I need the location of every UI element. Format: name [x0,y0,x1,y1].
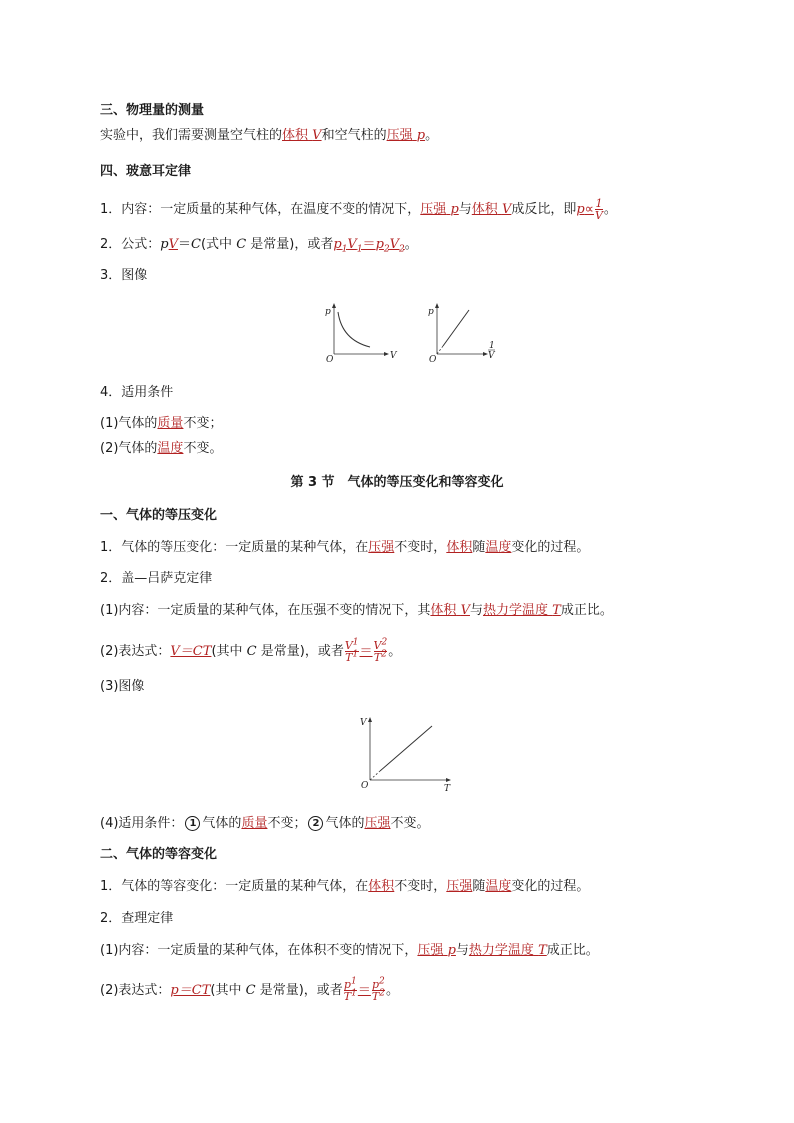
text: 气体的 [202,816,242,831]
boyle-formula-line [100,236,418,254]
text: (2)表达式： [100,983,171,998]
answer-formula: V＝CT [170,644,212,659]
graph-v-t-line [356,712,456,794]
x-axis-label-numerator: 1 [489,341,495,351]
text: 是常量)，或者 [250,237,334,252]
isobaric-image-label: (3)图像 [100,679,145,694]
x-axis-arrow [384,352,389,356]
text: 与 [458,202,472,217]
text: 成反比，即 [511,202,577,217]
text: 随 [472,879,486,894]
var-v: V [347,237,357,252]
var-p: p [333,237,342,252]
text: 不变时， [394,879,447,894]
text: 随 [472,540,486,555]
text: (1)内容：一定质量的某种气体，在体积不变的情况下， [100,943,418,958]
index: 1 [351,988,357,999]
var-p: p [375,237,384,252]
measurement-line [100,127,438,145]
text: 成正比。 [560,603,613,618]
text: 成正比。 [546,943,599,958]
answer-volume: 体积 [368,879,395,894]
charles-content [100,942,599,960]
answer-pressure [417,943,455,958]
hyperbola-curve [338,312,370,347]
dashed-extrapolation [370,771,380,780]
text: 是常量)，或者 [260,644,344,659]
answer-volume: 体积 [446,540,473,555]
var-v: V [460,603,470,618]
x-axis-label: T [444,784,451,794]
fraction-p1-t1 [343,976,357,1003]
numerator: 1 [595,197,603,210]
text: 1．气体的等压变化：一定质量的某种气体，在 [100,540,369,555]
equals: ＝ [359,644,373,659]
answer-text: 体积 [282,128,309,143]
text: (式中 [200,237,233,252]
text: 是常量)，或者 [259,983,343,998]
text: 1．气体的等容变化：一定质量的某种气体，在 [100,879,369,894]
text: 与 [455,943,469,958]
denominator: V [594,209,603,222]
index: 1 [352,649,359,660]
text: 变化的过程。 [511,540,590,555]
text: 气体的 [325,816,365,831]
answer-text: 压强 [417,943,444,958]
equals: ＝ [357,983,371,998]
answer-pressure: 压强 [364,816,391,831]
denominator [344,990,357,1002]
heading-boyle-law: 四、玻意耳定律 [100,164,192,179]
graph-p-inverse-v-line [423,300,507,364]
text: 变化的过程。 [511,879,590,894]
text: (1)气体的 [100,416,158,431]
fraction-one-over-v [595,198,603,221]
subscript: 1 [341,244,348,255]
subscript: 2 [399,244,405,255]
text: 。 [388,644,402,659]
var-v: V [373,639,382,652]
var-v: V [389,237,400,252]
index: 2 [381,637,388,648]
answer-pressure: 压强 [446,879,473,894]
denominator [374,651,388,663]
text: 不变； [183,416,223,431]
subscript: 1 [356,244,363,255]
subscript: 2 [383,244,390,255]
index: 2 [379,988,385,999]
text: (4)适用条件： [100,816,184,831]
answer-thermo-temperature [469,943,547,958]
fraction-v1-t1 [344,637,359,664]
gay-lussac-expression [100,637,402,664]
answer-volume [472,202,512,217]
answer-temperature: 温度 [485,540,512,555]
var-c: C [191,237,201,252]
answer-thermo-temperature [483,603,561,618]
answer-temperature: 温度 [485,879,512,894]
text: 不变； [267,816,307,831]
answer-pressure [387,128,425,143]
answer-pressure [420,202,458,217]
x-axis-label: V [390,351,397,361]
isobaric-conditions [100,815,430,833]
boyle-condition-2 [100,440,222,458]
var-c: C [246,644,257,659]
answer-text: 体积 [430,603,457,618]
index: 1 [350,976,357,987]
text: (2)气体的 [100,441,158,456]
var-v: V [344,639,353,652]
denominator [345,651,359,663]
answer-formula: p＝CT [170,983,211,998]
charles-expression [100,976,399,1003]
isobaric-definition [100,539,589,557]
y-axis-label: p [428,307,434,317]
boyle-conditions-label: 4．适用条件 [100,385,174,400]
gay-lussac-content [100,602,613,620]
dashed-extrapolation [437,346,443,354]
text: 不变。 [390,816,430,831]
answer-mass: 质量 [157,416,184,431]
boyle-content-line [100,198,617,221]
answer-text: 压强 [420,202,447,217]
equals: ＝ [178,237,192,252]
index: 1 [352,637,359,648]
index: 2 [379,976,385,987]
answer-temperature: 温度 [157,441,184,456]
boyle-image-label: 3．图像 [100,268,148,283]
fraction-v2-t2 [373,637,388,664]
text: 2．公式： [100,237,161,252]
text: 。 [425,128,439,143]
text: 与 [469,603,483,618]
heading-isochoric: 二、气体的等容变化 [100,847,218,862]
fraction-p2-t2 [371,976,385,1003]
text: (1)内容：一定质量的某种气体，在压强不变的情况下，其 [100,603,431,618]
heading-isobaric: 一、气体的等压变化 [100,508,218,523]
text: 不变时， [394,540,447,555]
circled-number-1: 1 [185,816,200,831]
answer-text: 压强 [386,128,413,143]
var-p: p [447,943,456,958]
x-axis-label-denominator: V [488,351,495,361]
answer-mass: 质量 [241,816,268,831]
var-p: p [450,202,459,217]
circled-number-2: 2 [308,816,323,831]
origin-label: O [361,781,369,791]
var-p: p [372,978,380,991]
isochoric-definition [100,878,589,896]
proportional-line [443,310,469,346]
var-p: p [416,128,426,143]
origin-label: O [429,355,437,365]
var-p: p [576,202,585,217]
text: 实验中，我们需要测量空气柱的 [100,128,283,143]
y-axis-label: V [360,718,367,728]
answer-volume [282,128,322,143]
var-c: C [236,237,247,252]
origin-label: O [326,355,334,365]
y-axis-arrow [435,303,439,308]
gay-lussac-law-label: 2．盖—吕萨克定律 [100,571,213,586]
answer-text: 体积 [471,202,498,217]
answer-text: 热力学温度 [482,603,548,618]
graph-p-v-hyperbola [320,300,400,364]
var-v: V [168,237,178,252]
boyle-condition-1 [100,415,222,433]
var-t: T [371,990,380,1003]
var-t: T [345,651,353,664]
var-p: p [160,237,169,252]
var-v: V [501,202,512,217]
var-t: T [538,943,547,958]
text: (其中 [211,644,243,659]
text: 。 [404,237,418,252]
y-axis-label: p [325,307,331,317]
answer-volume [430,603,470,618]
answer-text: 热力学温度 [468,943,534,958]
var-p: p [343,978,351,991]
var-v: V [312,128,322,143]
text: (其中 [210,983,242,998]
var-t: T [552,603,561,618]
proportional-symbol: ∝ [584,202,594,217]
equals: ＝ [362,237,376,252]
section-title: 第 3 节 气体的等压变化和等容变化 [290,475,504,490]
index: 2 [381,649,387,660]
proportional-line [380,726,432,771]
var-c: C [245,983,256,998]
text: 不变。 [183,441,223,456]
text: (2)表达式： [100,644,171,659]
text: 和空气柱的 [321,128,387,143]
y-axis-arrow [332,303,336,308]
text: 。 [603,202,617,217]
x-axis-arrow [446,778,451,782]
answer-proportionality [576,202,594,217]
y-axis-arrow [368,717,372,722]
var-t: T [373,651,382,664]
text: 。 [385,983,399,998]
charles-law-label: 2．查理定律 [100,911,174,926]
var-t: T [343,990,352,1003]
text: 1．内容：一定质量的某种气体，在温度不变的情况下， [100,202,421,217]
answer-boyle-formula [333,237,405,255]
denominator [372,990,385,1002]
heading-measurement: 三、物理量的测量 [100,103,205,118]
answer-pressure: 压强 [368,540,395,555]
